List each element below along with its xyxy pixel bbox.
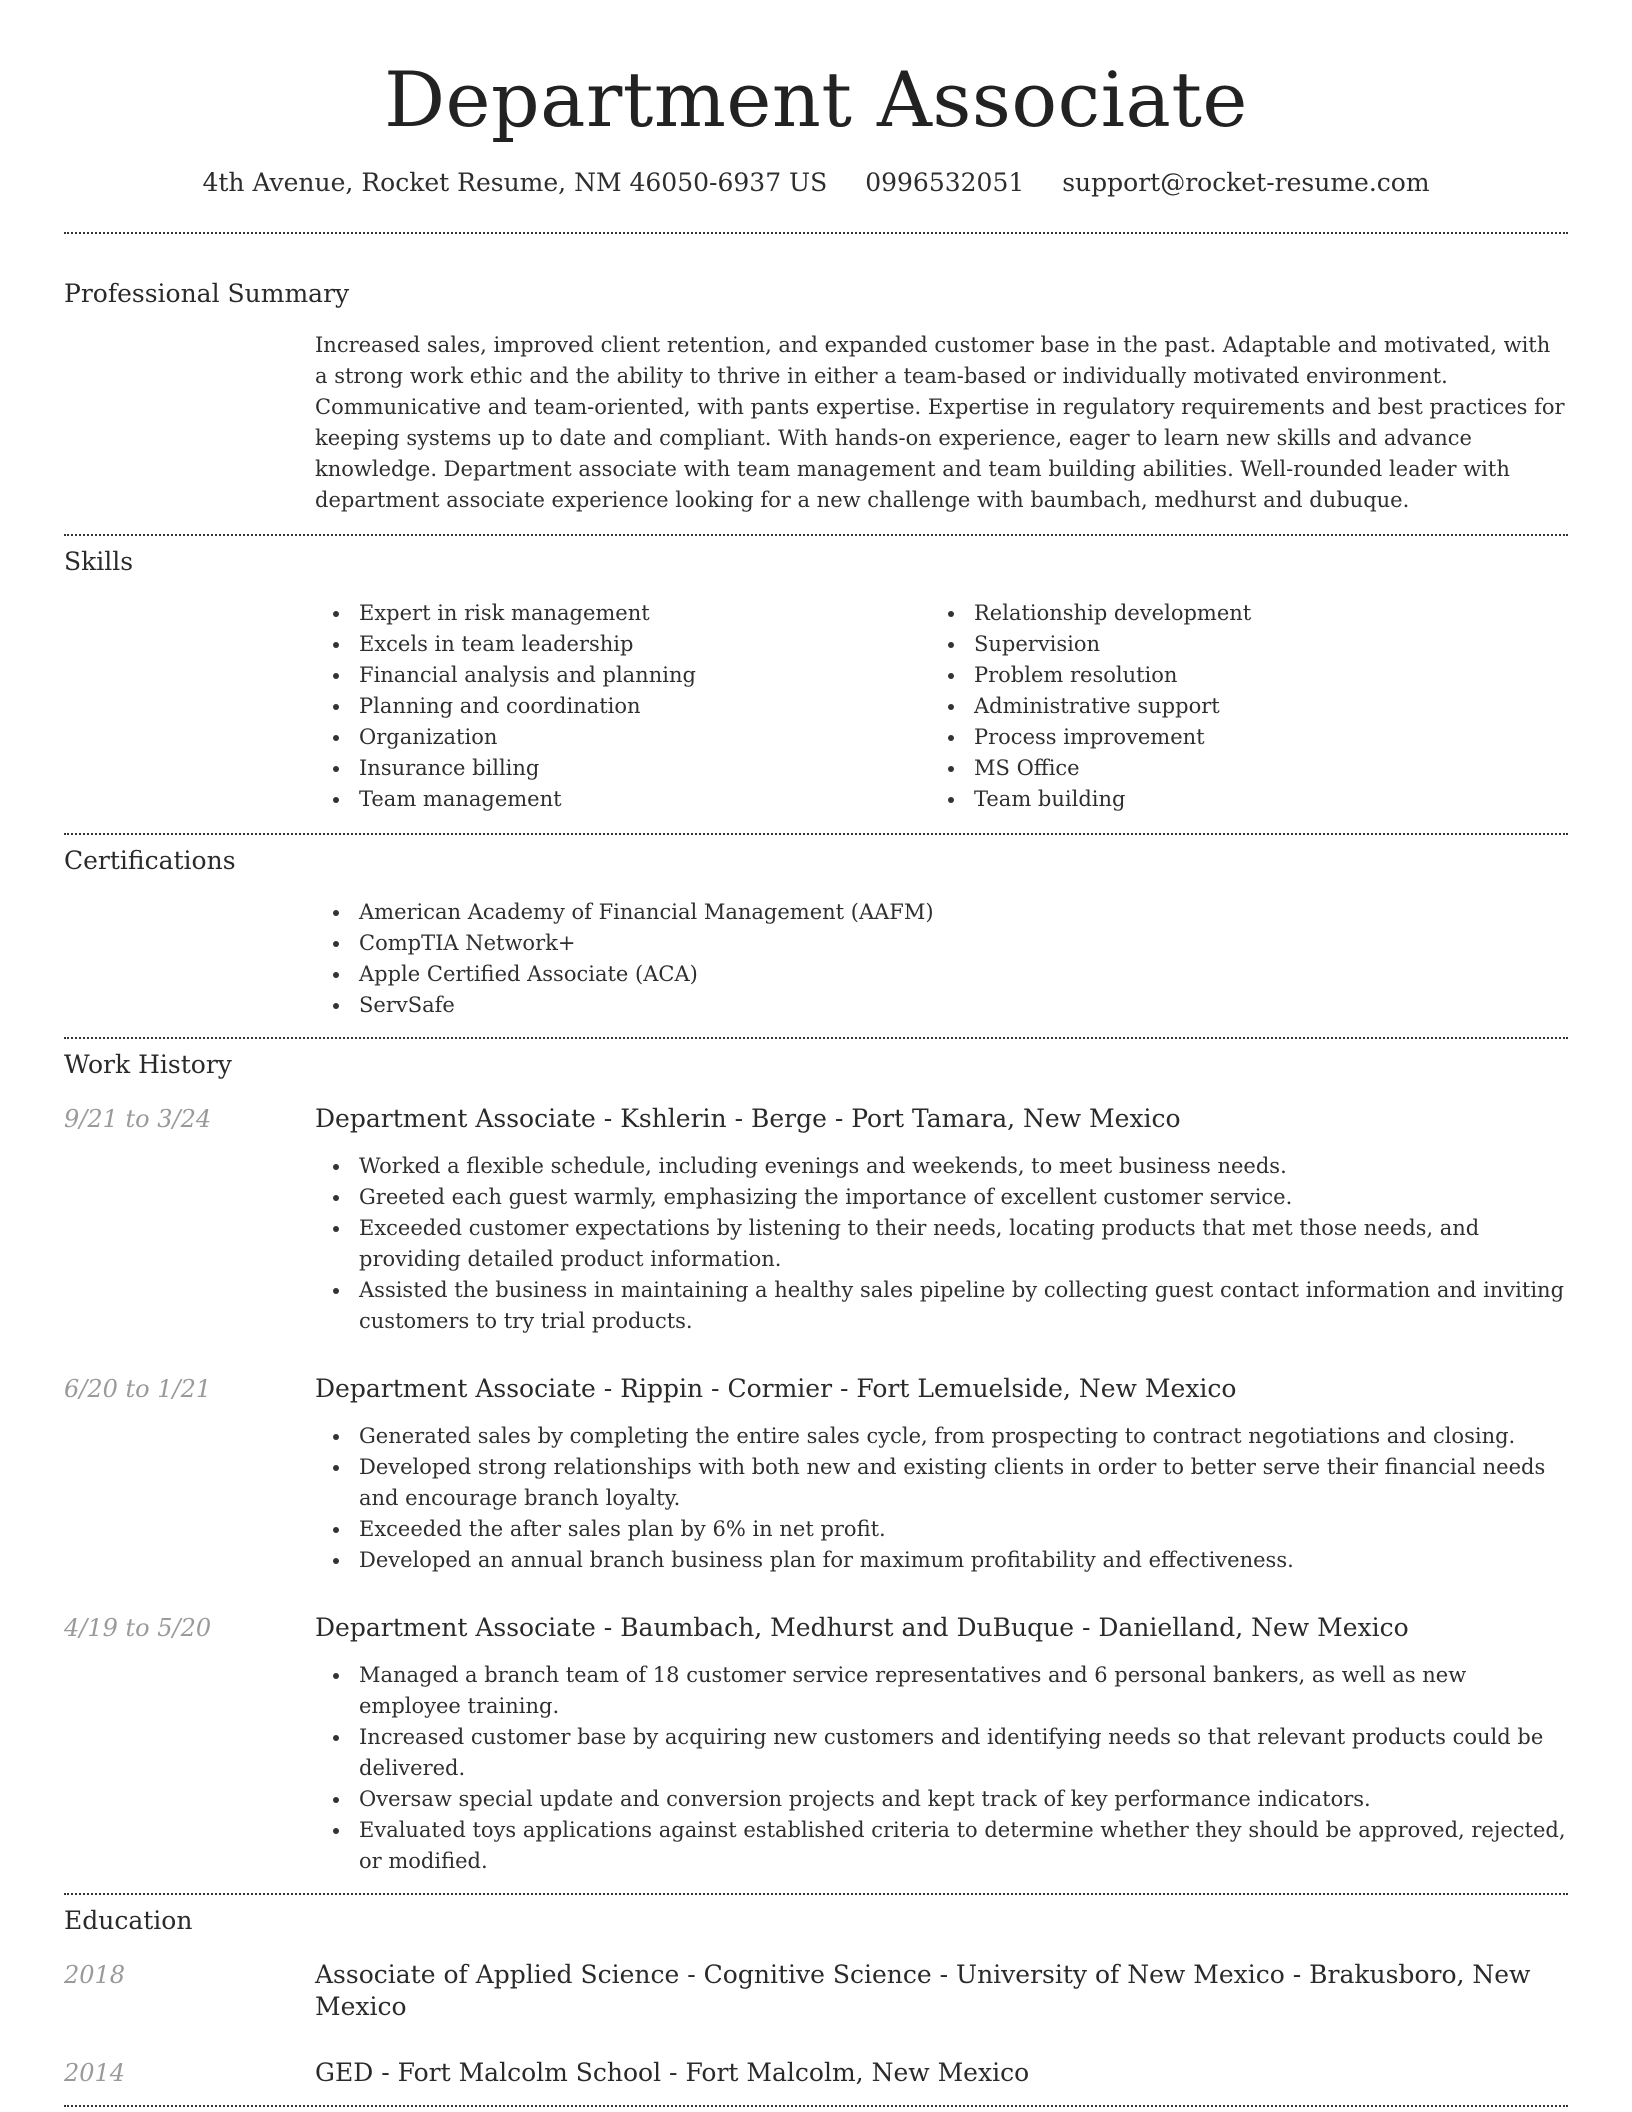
contact-phone: 0996532051 xyxy=(865,168,1025,197)
skills-grid xyxy=(315,598,1568,815)
skill-item: Planning and coordination xyxy=(359,691,930,722)
job-details xyxy=(315,1660,1568,1877)
job-header xyxy=(64,1612,1568,1644)
section-divider xyxy=(64,232,1568,234)
summary-body xyxy=(315,330,1568,516)
job-date: 9/21 to 3/24 xyxy=(64,1105,212,1133)
education-title: GED - Fort Malcolm School - Fort Malcolm, New Mexico xyxy=(315,2058,1030,2087)
job-details xyxy=(315,1421,1568,1576)
work-history-section xyxy=(64,1049,1568,1877)
summary-text: Increased sales, improved client retention, and expanded customer base in the past. Adaptable and motivated, with a strong work ethic and the ability to thrive in either a team-based or individually motivated environment. Communicative and team-oriented, with pants expertise. Expertise in regulatory requirements and best practices for keeping systems up to date and compliant. With hands-on experience, eager to learn new skills and advance knowledge. Department associate with team management and team building abilities. Well-rounded leader with department associate experience looking for a new challenge with baumbach, medhurst and dubuque. xyxy=(315,333,1565,512)
skills-column-left xyxy=(315,598,930,815)
job-header xyxy=(64,1103,1568,1135)
skill-item: Insurance billing xyxy=(359,753,930,784)
section-divider xyxy=(64,534,1568,536)
job-bullet: Greeted each guest warmly, emphasizing the importance of excellent customer service. xyxy=(359,1182,1568,1213)
section-divider xyxy=(64,1037,1568,1039)
job-bullet: Developed an annual branch business plan for maximum profitability and effectiveness. xyxy=(359,1545,1568,1576)
certification-item: American Academy of Financial Management (AAFM) xyxy=(359,897,1568,928)
certification-item: ServSafe xyxy=(359,990,1568,1021)
skill-item: Relationship development xyxy=(974,598,1545,629)
certifications-section xyxy=(64,845,1568,1021)
section-title-education: Education xyxy=(64,1906,193,1935)
skill-item: Team building xyxy=(974,784,1545,815)
job-date: 4/19 to 5/20 xyxy=(64,1614,212,1642)
education-date: 2014 xyxy=(64,2059,126,2087)
skill-item: Process improvement xyxy=(974,722,1545,753)
section-divider xyxy=(64,833,1568,835)
education-title: Associate of Applied Science - Cognitive Science - University of New Mexico - Brakusboro, New Mexico xyxy=(315,1960,1531,2021)
job-bullet: Generated sales by completing the entire sales cycle, from prospecting to contract negotiations and closing. xyxy=(359,1421,1568,1452)
skills-section xyxy=(64,546,1568,815)
section-title-work-history: Work History xyxy=(64,1050,232,1079)
job-bullet: Developed strong relationships with both new and existing clients in order to better serve their financial needs and encourage branch loyalty. xyxy=(359,1452,1568,1514)
summary-section xyxy=(64,278,1568,516)
job-bullet: Evaluated toys applications against established criteria to determine whether they should be approved, rejected, or modified. xyxy=(359,1815,1568,1877)
resume-name: Department Associate xyxy=(384,55,1248,144)
certification-item: CompTIA Network+ xyxy=(359,928,1568,959)
education-date: 2018 xyxy=(64,1961,126,1989)
job-bullet: Exceeded the after sales plan by 6% in net profit. xyxy=(359,1514,1568,1545)
skill-item: Administrative support xyxy=(974,691,1545,722)
section-title-summary: Professional Summary xyxy=(64,279,350,308)
contact-address: 4th Avenue, Rocket Resume, NM 46050-6937 US xyxy=(202,168,828,197)
education-entry xyxy=(64,2057,1568,2089)
skill-item: Expert in risk management xyxy=(359,598,930,629)
skill-item: Financial analysis and planning xyxy=(359,660,930,691)
resume-page xyxy=(64,0,1568,2107)
education-section xyxy=(64,1905,1568,2089)
education-entry xyxy=(64,1959,1568,2023)
certification-item: Apple Certified Associate (ACA) xyxy=(359,959,1568,990)
job-bullet: Managed a branch team of 18 customer service representatives and 6 personal bankers, as well as new employee training. xyxy=(359,1660,1568,1722)
skill-item: MS Office xyxy=(974,753,1545,784)
job-entry xyxy=(64,1612,1568,1877)
job-bullet: Assisted the business in maintaining a healthy sales pipeline by collecting guest contact information and inviting customers to try trial products. xyxy=(359,1275,1568,1337)
job-title: Department Associate - Baumbach, Medhurst and DuBuque - Danielland, New Mexico xyxy=(315,1613,1409,1642)
contact-email: support@rocket-resume.com xyxy=(1062,168,1430,197)
skill-item: Problem resolution xyxy=(974,660,1545,691)
job-entry xyxy=(64,1103,1568,1337)
section-divider xyxy=(64,2105,1568,2107)
job-bullet: Increased customer base by acquiring new customers and identifying needs so that relevant products could be delivered. xyxy=(359,1722,1568,1784)
job-bullet: Oversaw special update and conversion projects and kept track of key performance indicators. xyxy=(359,1784,1568,1815)
job-entry xyxy=(64,1373,1568,1576)
job-header xyxy=(64,1373,1568,1405)
certifications-body xyxy=(315,897,1568,1021)
skill-item: Supervision xyxy=(974,629,1545,660)
job-bullet: Exceeded customer expectations by listening to their needs, locating products that met those needs, and providing detailed product information. xyxy=(359,1213,1568,1275)
skills-column-right xyxy=(930,598,1545,815)
job-title: Department Associate - Rippin - Cormier - Fort Lemuelside, New Mexico xyxy=(315,1374,1237,1403)
skill-item: Organization xyxy=(359,722,930,753)
job-date: 6/20 to 1/21 xyxy=(64,1375,212,1403)
skill-item: Team management xyxy=(359,784,930,815)
contact-line xyxy=(64,166,1568,200)
job-title: Department Associate - Kshlerin - Berge - Port Tamara, New Mexico xyxy=(315,1104,1181,1133)
skill-item: Excels in team leadership xyxy=(359,629,930,660)
section-title-skills: Skills xyxy=(64,547,134,576)
section-divider xyxy=(64,1893,1568,1895)
section-title-certifications: Certifications xyxy=(64,846,236,875)
job-details xyxy=(315,1151,1568,1337)
job-bullet: Worked a flexible schedule, including evenings and weekends, to meet business needs. xyxy=(359,1151,1568,1182)
